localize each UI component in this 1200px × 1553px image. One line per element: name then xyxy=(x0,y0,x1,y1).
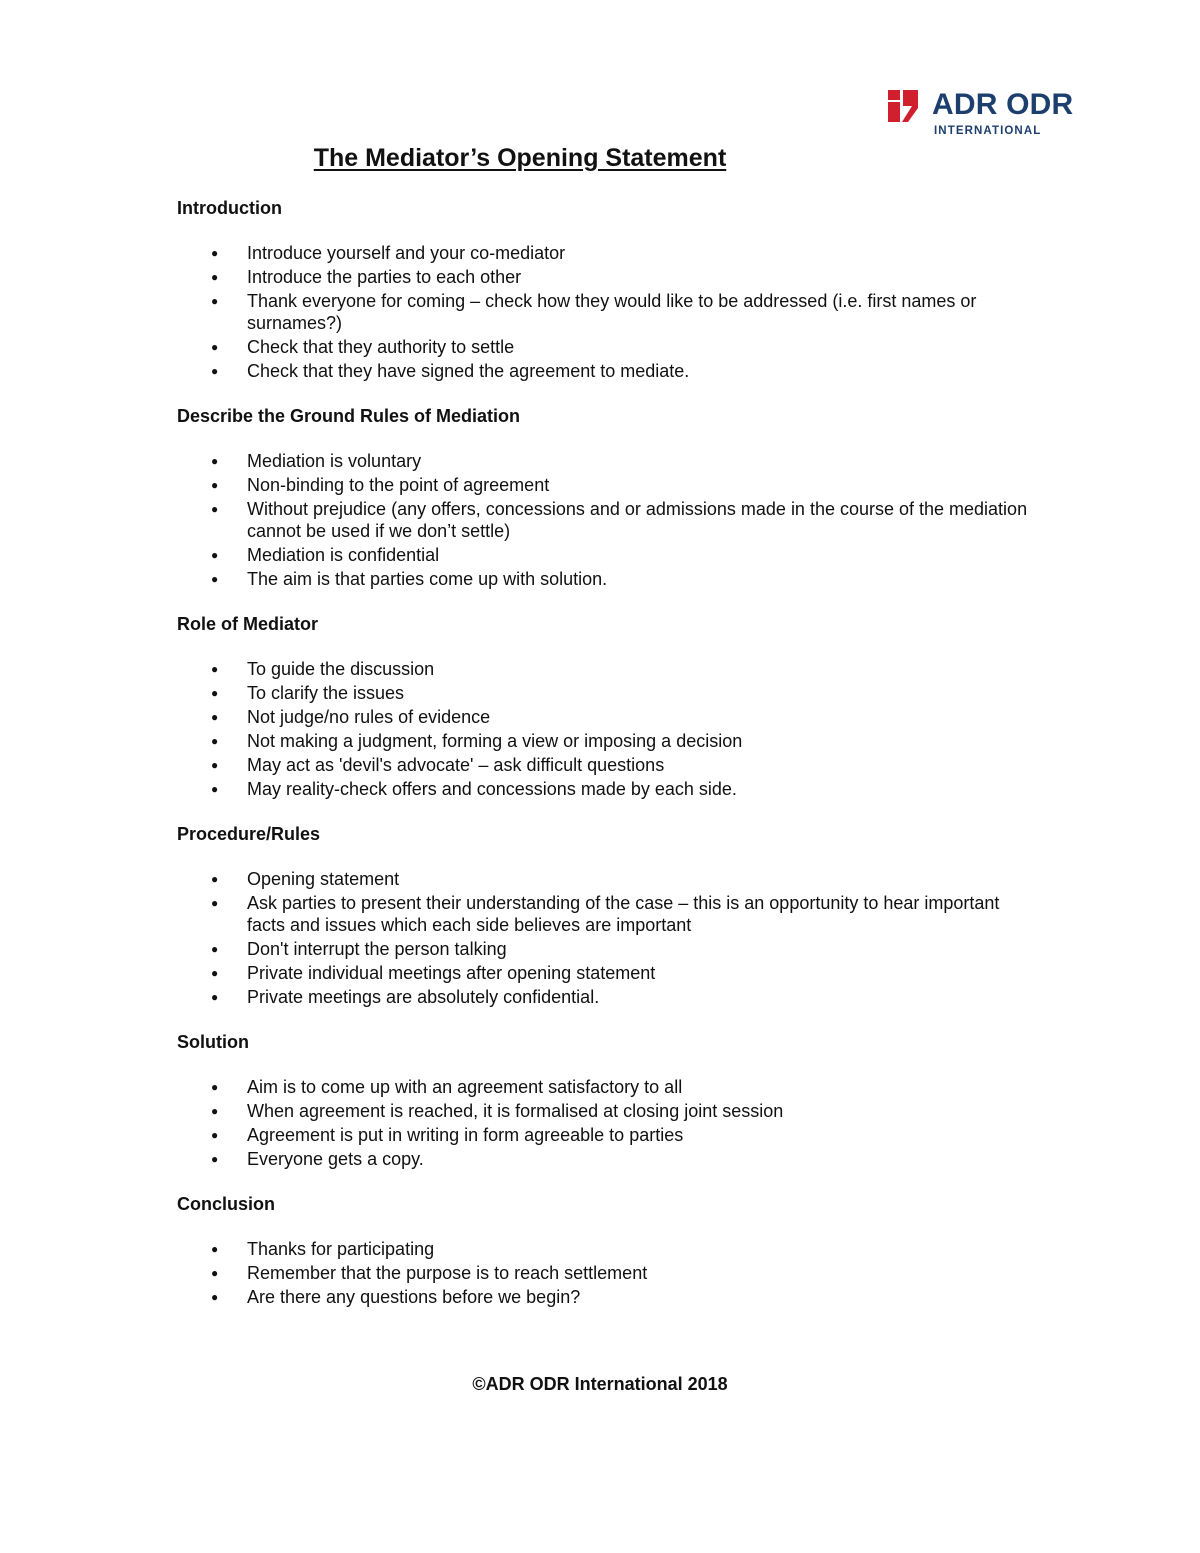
list-item-text: Are there any questions before we begin? xyxy=(247,1287,581,1307)
list-item xyxy=(177,868,1037,890)
list-item xyxy=(177,1286,1037,1308)
list-item-text: Don't interrupt the person talking xyxy=(247,939,507,959)
bullet-icon: ● xyxy=(211,872,219,886)
list-item-text: Not judge/no rules of evidence xyxy=(247,707,491,727)
section-heading: Conclusion xyxy=(177,1194,275,1214)
bullet-icon: ● xyxy=(211,340,219,354)
list-item-text: Mediation is voluntary xyxy=(247,451,422,471)
list-item-text: Non-binding to the point of agreement xyxy=(247,475,550,495)
bullet-icon: ● xyxy=(211,896,219,910)
bullet-icon: ● xyxy=(211,1080,219,1094)
list-item-text: Thank everyone for coming – check how they would like to be addressed (i.e. first names or surnames?) xyxy=(247,291,977,333)
bullet-icon: ● xyxy=(211,942,219,956)
list-item-text: Private meetings are absolutely confidential. xyxy=(247,987,600,1007)
list-item xyxy=(177,892,1037,936)
list-item xyxy=(177,1076,1037,1098)
bullet-icon: ● xyxy=(211,734,219,748)
list-item xyxy=(177,938,1037,960)
list-item-text: Ask parties to present their understanding of the case – this is an opportunity to hear important facts and issues which each side believes are important xyxy=(247,893,1000,935)
bullet-icon: ● xyxy=(211,1104,219,1118)
bullet-icon: ● xyxy=(211,782,219,796)
bullet-icon: ● xyxy=(211,990,219,1004)
bullet-icon: ● xyxy=(211,1152,219,1166)
copyright-footer: ©ADR ODR International 2018 xyxy=(472,1374,728,1394)
list-item-text: May reality-check offers and concessions made by each side. xyxy=(247,779,737,799)
list-item-text: Private individual meetings after opening statement xyxy=(247,963,656,983)
list-item xyxy=(177,1238,1037,1260)
logo-sub-text: INTERNATIONAL xyxy=(934,125,1042,137)
company-logo xyxy=(886,88,1086,140)
list-item xyxy=(177,682,1037,704)
bullet-icon: ● xyxy=(211,364,219,378)
bullet-icon: ● xyxy=(211,294,219,308)
bullet-list xyxy=(177,242,1037,382)
list-item xyxy=(177,450,1037,472)
bullet-icon: ● xyxy=(211,1128,219,1142)
bullet-icon: ● xyxy=(211,1290,219,1304)
list-item xyxy=(177,706,1037,728)
bullet-icon: ● xyxy=(211,270,219,284)
bullet-icon: ● xyxy=(211,454,219,468)
list-item-text: Agreement is put in writing in form agreeable to parties xyxy=(247,1125,684,1145)
section-heading: Role of Mediator xyxy=(177,614,319,634)
list-item xyxy=(177,336,1037,358)
list-item-text: Introduce the parties to each other xyxy=(247,267,522,287)
bullet-icon: ● xyxy=(211,502,219,516)
list-item-text: Thanks for participating xyxy=(247,1239,435,1259)
list-item-text: When agreement is reached, it is formalised at closing joint session xyxy=(247,1101,784,1121)
bullet-icon: ● xyxy=(211,686,219,700)
section-heading: Procedure/Rules xyxy=(177,824,321,844)
list-item-text: The aim is that parties come up with solution. xyxy=(247,569,608,589)
list-item-text: Mediation is confidential xyxy=(247,545,440,565)
bullet-icon: ● xyxy=(211,548,219,562)
bullet-icon: ● xyxy=(211,662,219,676)
list-item-text: May act as 'devil's advocate' – ask difficult questions xyxy=(247,755,665,775)
list-item xyxy=(177,1124,1037,1146)
list-item xyxy=(177,242,1037,264)
bullet-icon: ● xyxy=(211,1266,219,1280)
list-item xyxy=(177,360,1037,382)
list-item xyxy=(177,962,1037,984)
list-item-text: Remember that the purpose is to reach settlement xyxy=(247,1263,648,1283)
bullet-icon: ● xyxy=(211,1242,219,1256)
list-item xyxy=(177,544,1037,566)
list-item xyxy=(177,290,1037,334)
list-item xyxy=(177,1262,1037,1284)
adr-odr-logo-mark-icon xyxy=(886,88,920,124)
list-item xyxy=(177,754,1037,776)
section-heading: Introduction xyxy=(177,198,282,218)
list-item-text: To guide the discussion xyxy=(247,659,435,679)
list-item-text: Check that they have signed the agreement to mediate. xyxy=(247,361,690,381)
list-item xyxy=(177,658,1037,680)
list-item-text: To clarify the issues xyxy=(247,683,405,703)
bullet-list xyxy=(177,868,1037,1008)
list-item-text: Aim is to come up with an agreement satisfactory to all xyxy=(247,1077,683,1097)
bullet-list xyxy=(177,1238,1037,1308)
document-title: The Mediator’s Opening Statement xyxy=(313,144,727,172)
list-item xyxy=(177,986,1037,1008)
section-heading: Solution xyxy=(177,1032,249,1052)
list-item-text: Not making a judgment, forming a view or imposing a decision xyxy=(247,731,743,751)
bullet-list xyxy=(177,658,1037,800)
bullet-list xyxy=(177,450,1037,590)
bullet-icon: ● xyxy=(211,246,219,260)
list-item xyxy=(177,730,1037,752)
list-item xyxy=(177,568,1037,590)
document-body xyxy=(177,196,1037,1330)
bullet-icon: ● xyxy=(211,758,219,772)
bullet-icon: ● xyxy=(211,478,219,492)
bullet-icon: ● xyxy=(211,966,219,980)
list-item-text: Without prejudice (any offers, concessions and or admissions made in the course of the mediation cannot be used if we don’t settle) xyxy=(247,499,1028,541)
section-heading: Describe the Ground Rules of Mediation xyxy=(177,406,521,426)
bullet-icon: ● xyxy=(211,572,219,586)
list-item xyxy=(177,266,1037,288)
list-item xyxy=(177,1148,1037,1170)
list-item xyxy=(177,474,1037,496)
list-item xyxy=(177,498,1037,542)
list-item-text: Check that they authority to settle xyxy=(247,337,515,357)
list-item xyxy=(177,778,1037,800)
list-item-text: Introduce yourself and your co-mediator xyxy=(247,243,566,263)
list-item-text: Everyone gets a copy. xyxy=(247,1149,424,1169)
list-item-text: Opening statement xyxy=(247,869,400,889)
bullet-list xyxy=(177,1076,1037,1170)
bullet-icon: ● xyxy=(211,710,219,724)
logo-brand-text: ADR ODR xyxy=(932,88,1074,121)
list-item xyxy=(177,1100,1037,1122)
